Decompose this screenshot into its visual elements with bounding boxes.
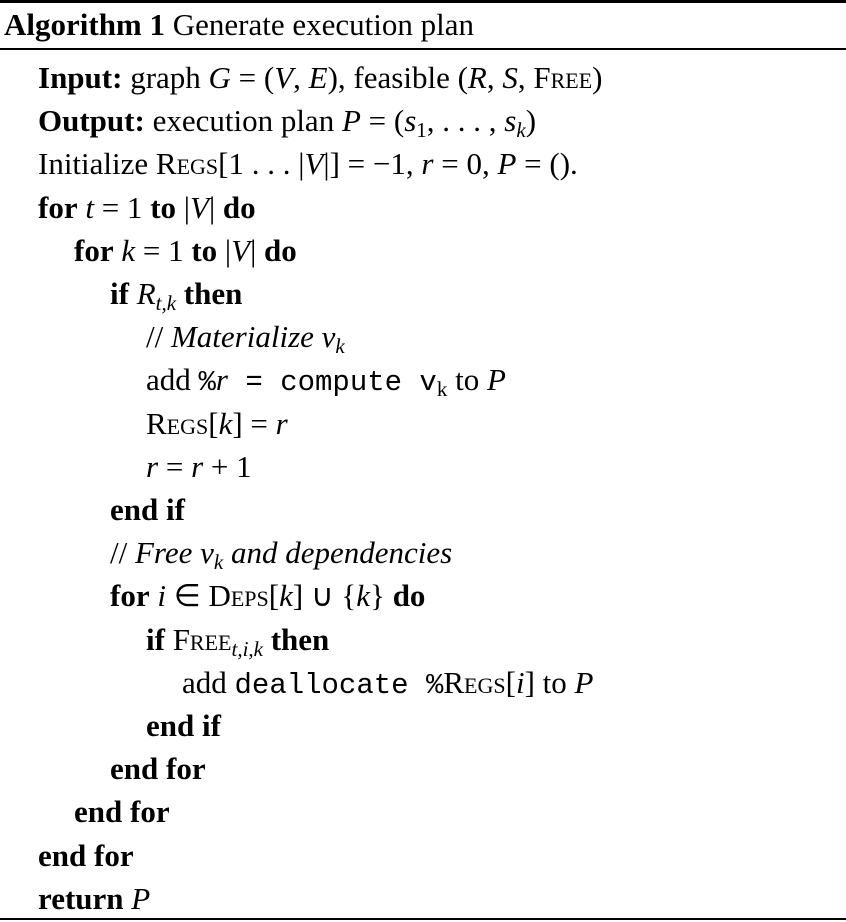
algorithm-line — [0, 445, 252, 488]
line-segment: R — [136, 276, 156, 311]
line-segment: r — [146, 448, 159, 484]
line-segment: k — [213, 550, 224, 575]
algorithm-line — [0, 358, 506, 401]
line-segment: end for — [74, 794, 170, 830]
line-segment: Deps — [208, 578, 269, 614]
line-segment: k — [356, 578, 371, 614]
algorithm-line — [0, 790, 170, 833]
line-segment: P — [497, 146, 517, 182]
line-segment: = 1 — [93, 189, 151, 225]
line-segment: G — [208, 60, 231, 95]
algorithm-line — [0, 531, 452, 574]
line-segment: end for — [38, 837, 134, 873]
line-segment — [129, 276, 137, 311]
line-segment: | — [176, 189, 190, 225]
line-segment: P — [131, 880, 151, 916]
line-segment: , — [517, 60, 534, 95]
line-segment: [ — [208, 405, 219, 441]
line-segment: then — [270, 621, 330, 657]
line-segment: k — [121, 232, 136, 268]
line-segment: 1 — [416, 118, 427, 143]
algorithm-line — [0, 618, 329, 661]
line-segment: execution plan — [144, 103, 342, 139]
algorithm-line — [0, 99, 536, 142]
line-segment: , . . . , — [426, 103, 505, 139]
line-segment: [ — [268, 578, 280, 614]
line-segment: s — [504, 103, 517, 139]
algorithm-line — [0, 661, 593, 704]
line-segment: t,i,k — [231, 636, 263, 661]
line-segment: = 1 — [135, 232, 192, 268]
line-segment: S — [502, 60, 518, 95]
line-segment: Free — [533, 60, 593, 95]
line-segment: Output: — [38, 103, 145, 139]
line-segment: R — [467, 60, 487, 95]
line-segment: k — [279, 578, 293, 614]
algorithm-line — [0, 704, 221, 747]
line-segment: for — [110, 578, 150, 614]
line-segment: // — [146, 319, 171, 355]
line-segment: = compute v — [228, 366, 437, 400]
line-segment: do — [264, 232, 297, 268]
caption-label: Algorithm 1 — [4, 7, 166, 42]
line-segment: Input: — [38, 60, 123, 95]
line-segment: t — [85, 189, 94, 225]
algorithm-line — [0, 142, 578, 185]
line-segment: s — [404, 103, 417, 139]
line-segment: r — [275, 405, 288, 441]
line-segment: to — [447, 362, 487, 398]
line-segment: r — [215, 362, 228, 398]
line-segment: |] = −1, — [323, 146, 422, 182]
line-segment — [176, 276, 184, 311]
line-segment: P — [341, 103, 361, 139]
algorithm-line — [0, 186, 256, 229]
line-segment: add — [182, 664, 235, 700]
line-segment: then — [183, 276, 243, 311]
line-segment: r — [191, 448, 204, 484]
line-segment: Regs — [155, 146, 219, 182]
line-segment: = — [158, 448, 192, 484]
line-segment: | — [217, 232, 232, 268]
line-segment: k — [436, 377, 448, 402]
algorithm-line — [0, 834, 134, 877]
line-segment: if — [110, 276, 129, 311]
line-segment: [ — [505, 664, 516, 700]
line-segment: ), feasible ( — [327, 60, 468, 95]
line-segment: // — [110, 535, 135, 571]
line-segment: P — [486, 362, 506, 398]
line-segment: r — [421, 146, 434, 182]
algorithm-line — [0, 229, 297, 272]
line-segment: Free — [172, 621, 232, 657]
line-segment: end if — [110, 492, 185, 527]
line-segment: k — [335, 334, 345, 359]
line-segment: return — [38, 880, 124, 916]
line-segment: do — [222, 189, 256, 225]
algorithm-line — [0, 574, 425, 617]
top-rule — [0, 0, 846, 3]
line-segment: k — [516, 118, 526, 143]
caption-rule — [0, 48, 846, 50]
line-segment: v — [321, 319, 336, 355]
line-segment: P — [574, 664, 594, 700]
line-segment: and dependencies — [223, 535, 453, 571]
line-segment: V — [304, 146, 324, 182]
caption-title: Generate execution plan — [172, 7, 475, 42]
line-segment: end if — [146, 708, 221, 743]
algorithm-caption — [4, 6, 474, 44]
line-segment: | — [250, 232, 265, 268]
line-segment: v — [200, 535, 214, 571]
algorithm-line — [0, 402, 288, 445]
line-segment: ) — [525, 103, 537, 139]
line-segment: , — [486, 60, 503, 95]
line-segment: V — [231, 232, 251, 268]
line-segment: ] ∪ { — [292, 578, 357, 614]
algorithm-line — [0, 877, 150, 920]
line-segment: Initialize — [38, 146, 156, 182]
line-segment: } — [370, 578, 393, 614]
line-segment: Materialize — [170, 319, 322, 355]
line-segment: add — [146, 362, 199, 398]
line-segment: Regs — [443, 664, 506, 700]
line-segment: % — [198, 366, 216, 400]
line-segment: ] = — [232, 405, 276, 441]
line-segment: for — [74, 232, 114, 268]
line-segment: = ( — [360, 103, 405, 139]
algorithm-line — [0, 272, 242, 315]
line-segment: if — [146, 621, 165, 657]
line-segment: = (). — [516, 146, 578, 182]
algorithm-line — [0, 315, 345, 358]
line-segment: ∈ — [165, 578, 209, 614]
algorithm-line — [0, 488, 185, 531]
line-segment: V — [274, 60, 294, 95]
line-segment: to — [150, 189, 177, 225]
line-segment: t,k — [155, 291, 177, 315]
algorithm-line — [0, 56, 602, 99]
line-segment: k — [218, 405, 233, 441]
line-segment — [263, 622, 271, 657]
line-segment: do — [392, 578, 426, 614]
line-segment: deallocate % — [234, 668, 444, 702]
bottom-rule — [0, 918, 846, 920]
line-segment: + 1 — [203, 448, 252, 484]
line-segment: to — [191, 232, 218, 268]
line-segment: end for — [110, 751, 206, 787]
line-segment: graph — [122, 60, 209, 95]
line-segment: [1 . . . | — [218, 146, 305, 182]
algorithm-line — [0, 747, 206, 790]
line-segment: Regs — [146, 405, 209, 441]
line-segment: | — [208, 189, 223, 225]
line-segment: i — [515, 664, 525, 700]
line-segment: , — [293, 60, 309, 95]
line-segment: E — [308, 60, 328, 95]
line-segment: ) — [592, 60, 603, 95]
line-segment — [165, 622, 173, 657]
line-segment: for — [38, 189, 78, 225]
line-segment: i — [157, 578, 166, 614]
line-segment: = 0, — [433, 146, 498, 182]
line-segment: Free — [134, 535, 201, 571]
line-segment: = ( — [230, 60, 275, 95]
line-segment: V — [190, 189, 209, 225]
line-segment: ] to — [524, 664, 575, 700]
